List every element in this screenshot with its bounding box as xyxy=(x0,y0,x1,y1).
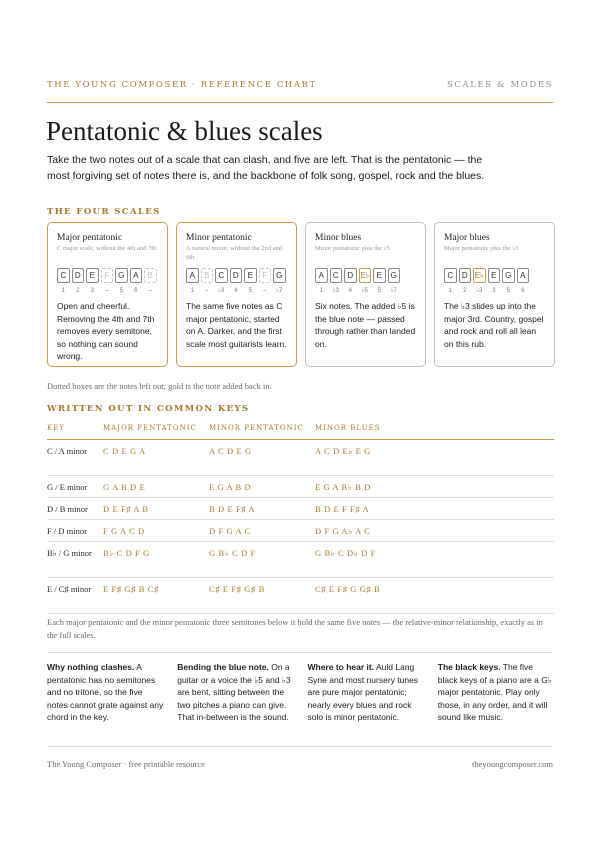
note-box: C xyxy=(330,268,343,283)
note-heading: Why nothing clashes. xyxy=(47,662,135,672)
note-box: C xyxy=(215,268,228,283)
table-row xyxy=(47,519,554,541)
degree-label: 5 xyxy=(506,288,510,294)
degree-label: 4 xyxy=(348,288,352,294)
column-header: MAJOR PENTATONIC xyxy=(103,418,209,439)
footer xyxy=(47,759,553,770)
note-box: A xyxy=(315,268,328,283)
note-box-added: E♭ xyxy=(359,268,372,283)
major-pentatonic-cell: C D E G A xyxy=(103,439,209,475)
scale-card-minor-blues xyxy=(305,222,426,367)
minor-pentatonic-cell: E G A B D xyxy=(209,475,315,497)
degree-label: – xyxy=(205,288,209,294)
note-box-omitted: B xyxy=(201,268,214,283)
degree-label: ♭5 xyxy=(361,288,368,294)
page-title: Pentatonic & blues scales xyxy=(46,116,323,146)
note-box: E xyxy=(244,268,257,283)
minor-blues-cell: C♯ E F♯ G G♯ B xyxy=(315,577,554,613)
note-body: Auld Lang Syne and most nursery tunes are pure major pentatonic; nearly every blues and rock solo is minor pentatonic. xyxy=(307,662,419,722)
table-row xyxy=(47,439,554,475)
card-title: Major pentatonic xyxy=(57,233,123,243)
key-cell: E / C♯ minor xyxy=(47,577,103,613)
major-pentatonic-cell: E F♯ G♯ B C♯ xyxy=(103,577,209,613)
key-cell: D / B minor xyxy=(47,497,103,519)
note-box-omitted: F xyxy=(259,268,272,283)
note-box: D xyxy=(344,268,357,283)
note-box-omitted: F xyxy=(101,268,114,283)
degree-label: ♭7 xyxy=(390,288,397,294)
major-pentatonic-cell: F G A C D xyxy=(103,519,209,541)
note-body: A pentatonic has no semitones and no tritone, so the five notes cannot grate against any chord in the key. xyxy=(47,662,164,722)
footer-left: The Young Composer · free printable resource xyxy=(47,759,205,769)
degree-row xyxy=(186,287,289,295)
degree-label: 1 xyxy=(190,288,194,294)
footer-link[interactable]: theyoungcomposer.com xyxy=(472,759,553,769)
note-heading: Bending the blue note. xyxy=(177,662,269,672)
degree-row xyxy=(315,287,418,295)
note-box: G xyxy=(273,268,286,283)
card-subtitle: Minor pentatonic plus the ♭5 xyxy=(315,245,390,252)
note-box: E xyxy=(86,268,99,283)
minor-blues-cell: D F G A♭ A C xyxy=(315,519,554,541)
table-row xyxy=(47,475,554,497)
divider xyxy=(47,746,553,747)
table-row xyxy=(47,541,554,577)
degree-label: 6 xyxy=(134,288,138,294)
degree-label: 1 xyxy=(319,288,323,294)
card-subtitle: A natural minor, without the 2nd and 6th xyxy=(186,245,282,261)
degree-label: ♭3 xyxy=(476,288,483,294)
section-heading-four-scales: THE FOUR SCALES xyxy=(47,207,161,217)
note-body: The five black keys of a piano are a G♭ major pentatonic. Play only those, in any order, and it will sound like music. xyxy=(437,662,552,722)
degree-label: 3 xyxy=(90,288,94,294)
note-black-keys xyxy=(438,661,554,724)
table-row xyxy=(47,497,554,519)
note-box-omitted: B xyxy=(144,268,157,283)
cards-legend-note: Dotted boxes are the notes left out; gold is the note added back in. xyxy=(47,381,272,391)
note-box: G xyxy=(388,268,401,283)
degree-label: 2 xyxy=(463,288,467,294)
note-box-added: E♭ xyxy=(473,268,486,283)
note-box: A xyxy=(130,268,143,283)
degree-label: 6 xyxy=(521,288,525,294)
note-box: G xyxy=(115,268,128,283)
degree-label: – xyxy=(105,288,109,294)
note-bending-blue-note xyxy=(177,661,293,724)
degree-label: 5 xyxy=(248,288,252,294)
major-pentatonic-cell: B♭ C D F G xyxy=(103,541,209,577)
degree-label: – xyxy=(263,288,267,294)
degree-row xyxy=(444,287,547,295)
card-title: Minor pentatonic xyxy=(186,233,252,243)
note-heading: The black keys. xyxy=(437,662,501,672)
note-box: D xyxy=(72,268,85,283)
table-note: Each major pentatonic and the minor pentatonic three semitones below it hold the same five notes — the relative-minor relationship, exactly as in the full scales. xyxy=(47,617,543,640)
note-heading: Where to hear it. xyxy=(307,662,375,672)
notes-grid xyxy=(47,661,554,724)
degree-label: 3 xyxy=(492,288,496,294)
table-header-row xyxy=(47,418,554,439)
scale-card-major-pentatonic xyxy=(47,222,168,367)
degree-label: ♭7 xyxy=(276,288,283,294)
note-boxes xyxy=(186,268,289,283)
note-box: D xyxy=(230,268,243,283)
card-subtitle: Major pentatonic plus the ♭3 xyxy=(444,245,519,252)
degree-label: ♭3 xyxy=(332,288,339,294)
scale-card-major-blues xyxy=(434,222,555,367)
degree-label: 5 xyxy=(119,288,123,294)
card-description: The ♭3 slides up into the major 3rd. Country, gospel and rock and roll all lean on this rub. xyxy=(444,301,544,349)
degree-label: 4 xyxy=(234,288,238,294)
degree-label: 2 xyxy=(76,288,80,294)
degree-label: 1 xyxy=(61,288,65,294)
card-title: Major blues xyxy=(444,233,490,243)
note-box: A xyxy=(186,268,199,283)
note-box: D xyxy=(459,268,472,283)
minor-blues-cell: G B♭ C D♭ D F xyxy=(315,541,554,577)
card-description: Six notes. The added ♭5 is the blue note — passed through rather than landed on. xyxy=(315,301,416,349)
section-heading-common-keys: WRITTEN OUT IN COMMON KEYS xyxy=(47,404,250,414)
card-description: Open and cheerful. Removing the 4th and 7th removes every semitone, so nothing can sound wrong. xyxy=(57,301,155,361)
intro-text: Take the two notes out of a scale that can clash, and five are left. That is the pentatonic — the most forgiving set of notes there is, and the backbone of folk song, gospel, rock and the blues. xyxy=(47,154,485,182)
degree-row xyxy=(57,287,160,295)
table-row xyxy=(47,577,554,613)
keys-table xyxy=(47,418,554,614)
minor-blues-cell: E G A B♭ B D xyxy=(315,475,554,497)
note-boxes xyxy=(57,268,160,283)
major-pentatonic-cell: D E F♯ A B xyxy=(103,497,209,519)
minor-pentatonic-cell: B D E F♯ A xyxy=(209,497,315,519)
degree-label: 1 xyxy=(448,288,452,294)
card-title: Minor blues xyxy=(315,233,362,243)
note-boxes xyxy=(315,268,418,283)
header xyxy=(47,79,553,103)
scale-card-minor-pentatonic xyxy=(176,222,297,367)
note-body: On a guitar or a voice the ♭5 and ♭3 are bent, sitting between the two pitches a piano can give. That in-between is the sound. xyxy=(177,662,291,722)
column-header: MINOR BLUES xyxy=(315,418,554,439)
minor-blues-cell: B D E F F♯ A xyxy=(315,497,554,519)
column-header: MINOR PENTATONIC xyxy=(209,418,315,439)
note-box: C xyxy=(57,268,70,283)
divider xyxy=(47,652,553,653)
note-box: E xyxy=(373,268,386,283)
note-box: E xyxy=(488,268,501,283)
note-box: G xyxy=(502,268,515,283)
minor-pentatonic-cell: G B♭ C D F xyxy=(209,541,315,577)
card-subtitle: C major scale, without the 4th and 7th xyxy=(57,245,157,252)
card-description: The same five notes as C major pentatonic, started on A. Darker, and the first scale most guitarists learn. xyxy=(186,301,287,349)
minor-pentatonic-cell: C♯ E F♯ G♯ B xyxy=(209,577,315,613)
degree-label: – xyxy=(148,288,152,294)
note-boxes xyxy=(444,268,547,283)
degree-label: 5 xyxy=(377,288,381,294)
minor-blues-cell: A C D E♭ E G xyxy=(315,439,554,475)
degree-label: ♭3 xyxy=(218,288,225,294)
minor-pentatonic-cell: A C D E G xyxy=(209,439,315,475)
note-box: C xyxy=(444,268,457,283)
major-pentatonic-cell: G A B D E xyxy=(103,475,209,497)
note-box: A xyxy=(517,268,530,283)
note-why-nothing-clashes xyxy=(47,661,163,724)
column-header: KEY xyxy=(47,418,103,439)
key-cell: F / D minor xyxy=(47,519,103,541)
key-cell: C / A minor xyxy=(47,439,103,475)
header-left: THE YOUNG COMPOSER · REFERENCE CHART xyxy=(47,80,317,90)
key-cell: B♭ / G minor xyxy=(47,541,103,577)
minor-pentatonic-cell: D F G A C xyxy=(209,519,315,541)
header-right: SCALES & MODES xyxy=(446,80,553,90)
note-where-to-hear-it xyxy=(308,661,424,724)
key-cell: G / E minor xyxy=(47,475,103,497)
